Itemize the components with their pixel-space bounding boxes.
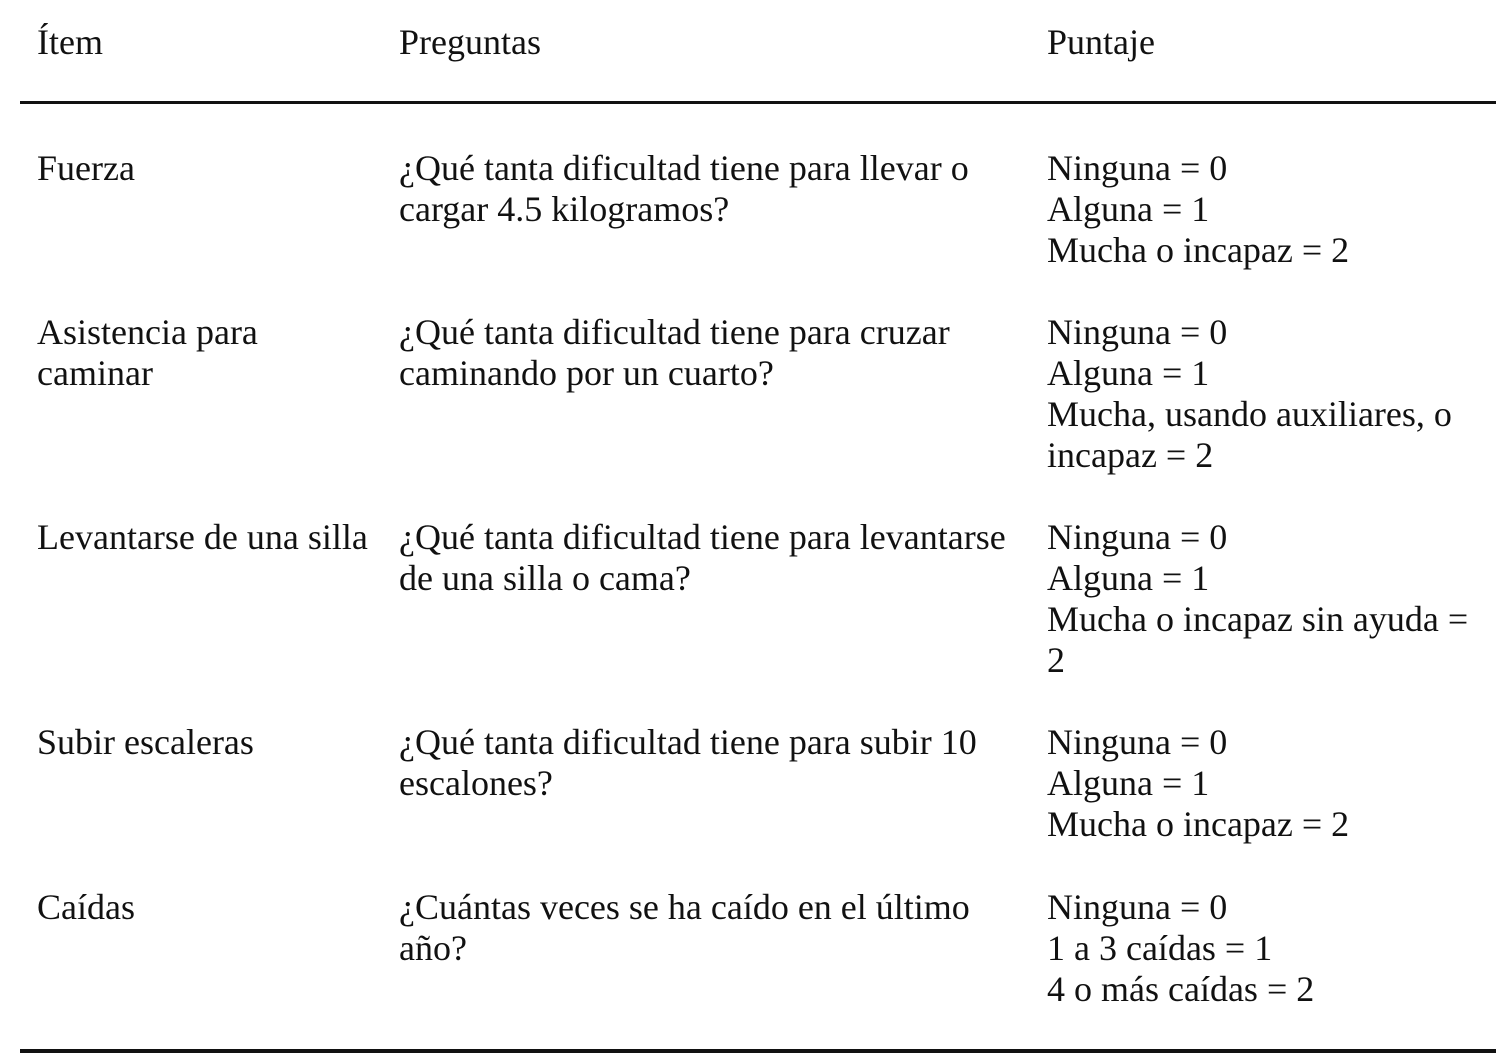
- table-top-rule: [20, 101, 1496, 104]
- row-scores: [1047, 148, 1487, 271]
- score-option: Ninguna = 0: [1047, 722, 1228, 762]
- score-option: Ninguna = 0: [1047, 148, 1228, 188]
- score-option: 4 o más caídas = 2: [1047, 969, 1315, 1009]
- row-scores: [1047, 312, 1467, 476]
- row-item: Fuerza: [37, 148, 135, 188]
- row-question: ¿Qué tanta dificultad tiene para cruzar caminando por un cuarto?: [399, 312, 950, 393]
- row-scores: [1047, 517, 1477, 681]
- score-option: 1 a 3 caídas = 1: [1047, 928, 1273, 968]
- header-score: Puntaje: [1047, 22, 1155, 62]
- score-option: Mucha o incapaz = 2: [1047, 804, 1350, 844]
- score-option: Ninguna = 0: [1047, 312, 1228, 352]
- table-header: [0, 20, 1508, 70]
- score-option: Alguna = 1: [1047, 189, 1210, 229]
- row-item: Caídas: [37, 887, 135, 927]
- row-scores: [1047, 722, 1487, 845]
- header-item: Ítem: [37, 22, 103, 62]
- score-option: Alguna = 1: [1047, 763, 1210, 803]
- row-question: ¿Qué tanta dificultad tiene para levantarse de una silla o cama?: [399, 517, 1006, 598]
- row-item: Subir escaleras: [37, 722, 254, 762]
- row-scores: [1047, 887, 1487, 1010]
- score-option: Mucha o incapaz sin ayuda = 2: [1047, 599, 1469, 680]
- score-option: Ninguna = 0: [1047, 517, 1228, 557]
- row-question: ¿Cuántas veces se ha caído en el último año?: [399, 887, 970, 968]
- row-item: Levantarse de una silla: [37, 517, 368, 557]
- row-item: Asistencia para caminar: [37, 312, 258, 393]
- row-question: ¿Qué tanta dificultad tiene para subir 10 escalones?: [399, 722, 977, 803]
- row-question: ¿Qué tanta dificultad tiene para llevar o cargar 4.5 kilogramos?: [399, 148, 969, 229]
- score-option: Alguna = 1: [1047, 353, 1210, 393]
- score-option: Alguna = 1: [1047, 558, 1210, 598]
- score-option: Mucha, usando auxiliares, o incapaz = 2: [1047, 394, 1452, 475]
- score-option: Mucha o incapaz = 2: [1047, 230, 1350, 270]
- score-option: Ninguna = 0: [1047, 887, 1228, 927]
- header-question: Preguntas: [399, 22, 541, 62]
- table-bottom-rule: [20, 1049, 1496, 1053]
